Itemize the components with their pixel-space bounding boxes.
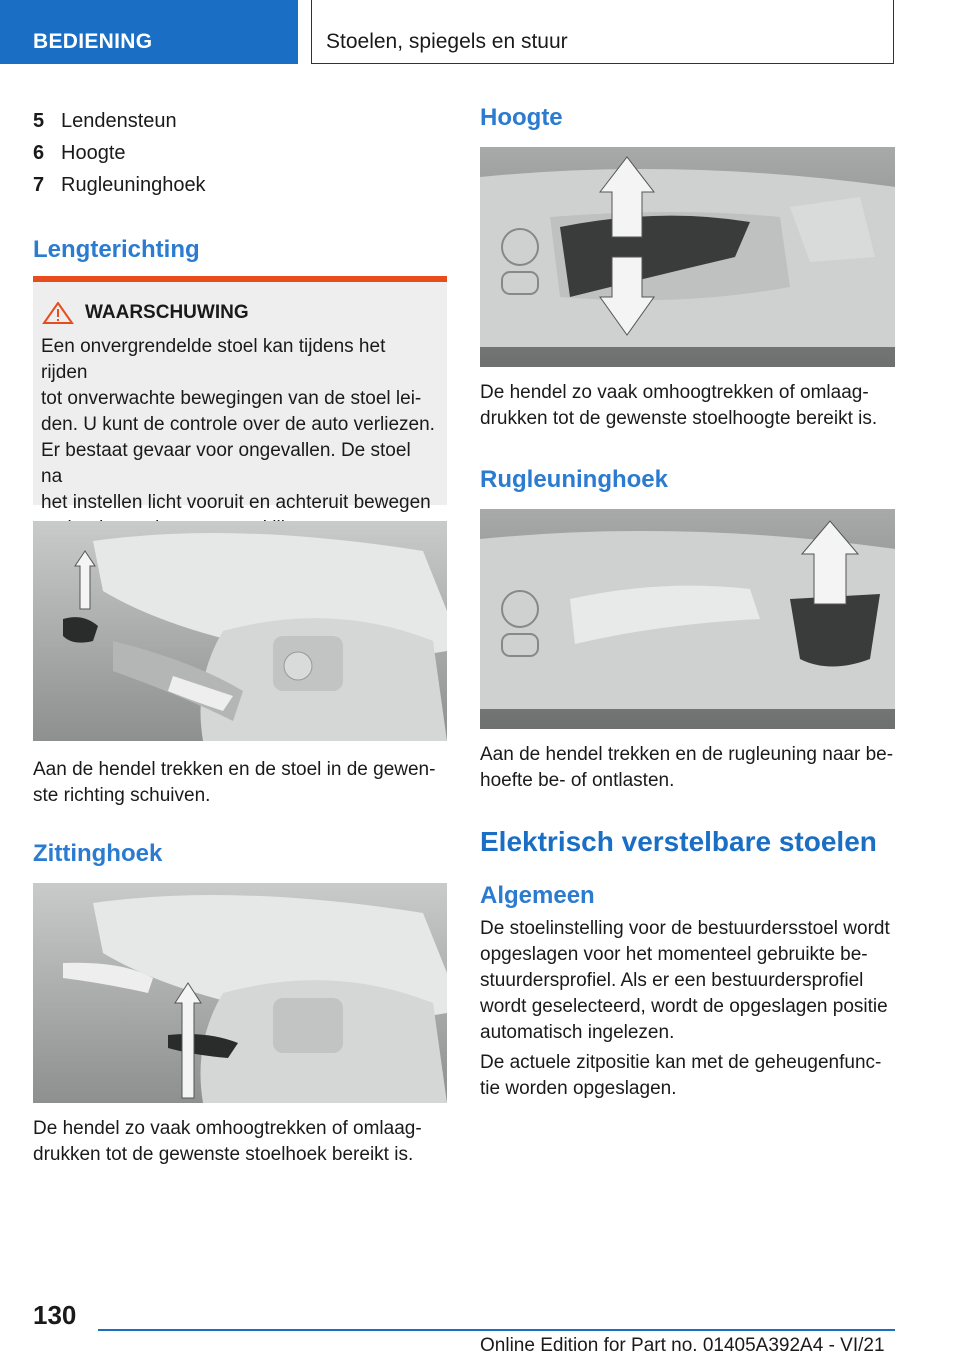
lengterichting-caption	[33, 757, 447, 809]
hoogte-caption	[480, 380, 895, 432]
rugleuning-caption	[480, 742, 895, 794]
warning-box	[33, 276, 447, 513]
chapter-title: Stoelen, spiegels en stuur	[311, 0, 894, 64]
footer-edition: Online Edition for Part no. 01405A392A4 - VI/21	[480, 1335, 885, 1356]
warning-line: Er bestaat gevaar voor ongevallen. De stoel na	[41, 440, 411, 487]
caption-line: Aan de hendel trekken en de rugleuning naar be-	[480, 744, 894, 765]
heading-elektrisch: Elektrisch verstelbare stoelen	[480, 826, 877, 857]
caption-line: drukken tot de gewenste stoelhoogte bereikt is.	[480, 408, 878, 429]
backrest-photo	[480, 509, 895, 729]
warning-line: het instellen licht vooruit en achteruit bewegen	[41, 492, 431, 513]
legend-number: 6	[33, 142, 45, 164]
legend-label: Rugleuninghoek	[61, 174, 206, 196]
caption-line: drukken tot de gewenste stoelhoek bereikt is.	[33, 1144, 414, 1165]
legend-number: 7	[33, 174, 45, 196]
paragraph-line: tie worden opgeslagen.	[480, 1078, 677, 1099]
warning-line: Een onvergrendelde stoel kan tijdens het rijden	[41, 336, 386, 383]
caption-line: De hendel zo vaak omhoogtrekken of omlaag-	[33, 1118, 422, 1139]
paragraph-line: wordt geselecteerd, wordt de opgeslagen positie	[480, 996, 888, 1017]
zittinghoek-caption	[33, 1116, 447, 1168]
heading-rugleuninghoek: Rugleuninghoek	[480, 466, 668, 493]
warning-line: tot onverwachte bewegingen van de stoel lei-	[41, 388, 422, 409]
warning-line: den. U kunt de controle over de auto verliezen.	[41, 414, 435, 435]
heading-algemeen: Algemeen	[480, 882, 595, 909]
legend-list	[33, 110, 206, 206]
caption-line: Aan de hendel trekken en de stoel in de gewen-	[33, 759, 436, 780]
legend-number: 5	[33, 110, 45, 132]
legend-item	[33, 110, 206, 142]
caption-line: ste richting schuiven.	[33, 785, 211, 806]
legend-item	[33, 174, 206, 206]
warning-triangle-icon	[41, 302, 75, 324]
legend-item	[33, 142, 206, 174]
paragraph-line: stuurdersprofiel. Als er een bestuurdersprofiel	[480, 970, 864, 991]
footer-divider	[98, 1329, 895, 1331]
seat-tilt-photo	[33, 883, 447, 1103]
heading-lengterichting: Lengterichting	[33, 236, 200, 263]
paragraph-line: opgeslagen voor het momenteel gebruikte be-	[480, 944, 868, 965]
algemeen-paragraph-2	[480, 1050, 895, 1102]
paragraph-line: automatisch ingelezen.	[480, 1022, 675, 1043]
warning-title: WAARSCHUWING	[85, 302, 249, 323]
page-number: 130	[33, 1300, 77, 1330]
warning-header	[41, 302, 437, 324]
caption-line: De hendel zo vaak omhoogtrekken of omlaag-	[480, 382, 869, 403]
seat-lengthwise-photo	[33, 521, 447, 741]
heading-hoogte: Hoogte	[480, 104, 563, 131]
paragraph-line: De actuele zitpositie kan met de geheugenfunc-	[480, 1052, 882, 1073]
legend-label: Lendensteun	[61, 110, 177, 132]
section-tab: BEDIENING	[0, 0, 298, 64]
legend-label: Hoogte	[61, 142, 126, 164]
paragraph-line: De stoelinstelling voor de bestuurdersstoel wordt	[480, 918, 890, 939]
warning-text	[41, 334, 437, 542]
algemeen-paragraph-1	[480, 916, 900, 1046]
caption-line: hoefte be- of ontlasten.	[480, 770, 675, 791]
seat-height-photo	[480, 147, 895, 367]
heading-zittinghoek: Zittinghoek	[33, 840, 163, 867]
